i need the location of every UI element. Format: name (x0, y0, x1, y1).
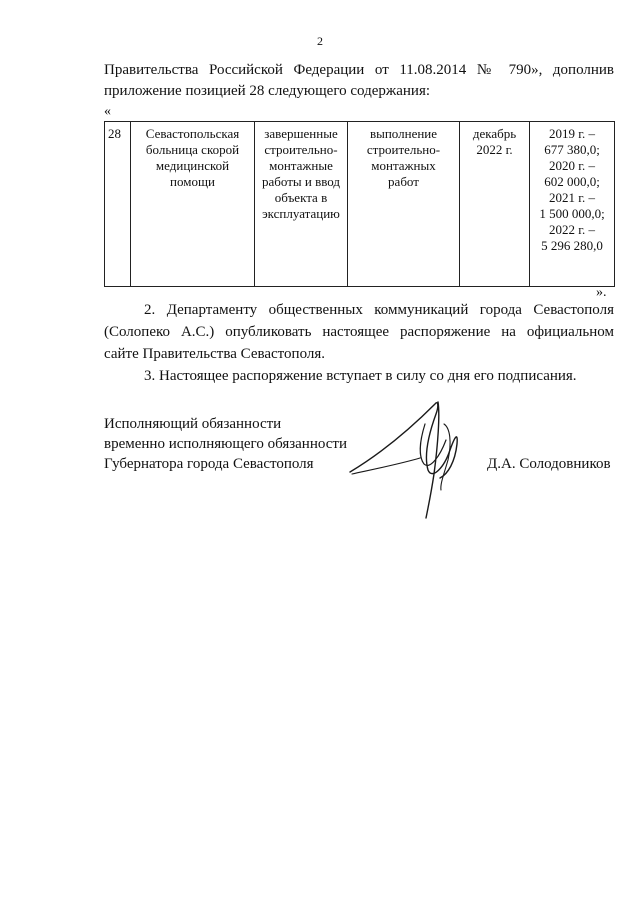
signatory-title-line-3: Губернатора города Севастополя (104, 456, 314, 472)
cell-line: 602 000,0; (544, 174, 600, 189)
cell-line: монтажные (269, 158, 333, 173)
cell-line: 2019 г. – (548, 126, 596, 141)
cell-line: строительно- (366, 142, 441, 157)
cell-line: работ (388, 174, 419, 189)
cell-line: 1 500 000,0; (539, 206, 605, 221)
paragraph-2-line-2: (Солопеко А.С.) опубликовать настоящее распоряжение на официальном (104, 324, 614, 340)
cell-line: строительно- (264, 142, 338, 157)
closing-quote: ». (596, 285, 607, 300)
page-number: 2 (317, 34, 323, 48)
cell-line: 2022 г. (476, 142, 513, 157)
cell-line: эксплуатацию (262, 206, 340, 221)
cell-line: 5 296 280,0 (541, 238, 603, 253)
cell-line: 677 380,0; (544, 142, 600, 157)
cell-line: больница скорой (145, 142, 240, 157)
cell-line: помощи (170, 174, 215, 189)
opening-quote: « (104, 104, 111, 119)
cell-line: завершенные (264, 126, 338, 141)
cell-line: объекта в (274, 190, 328, 205)
funding-cell (530, 122, 615, 287)
signatory-title-line-1: Исполняющий обязанности (104, 416, 282, 432)
event-cell (348, 122, 460, 287)
cell-line: декабрь (472, 126, 517, 141)
paragraph-3: 3. Настоящее распоряжение вступает в силу со дня его подписания. (144, 368, 577, 384)
paragraph-2-line-3: сайте Правительства Севастополя. (104, 346, 326, 362)
table-row (105, 122, 615, 287)
cell-line: 2020 г. – (548, 158, 596, 173)
result-cell (255, 122, 348, 287)
deadline-cell (460, 122, 530, 287)
paragraph-2-line-1: 2. Департаменту общественных коммуникаций города Севастополя (144, 302, 614, 318)
cell-line: 2022 г. – (548, 222, 596, 237)
cell-line: выполнение (369, 126, 438, 141)
intro-line-2: приложение позицией 28 следующего содержания: (104, 83, 431, 99)
cell-line: 2021 г. – (548, 190, 596, 205)
handwritten-signature (340, 384, 480, 524)
signatory-title-line-2: временно исполняющего обязанности (104, 436, 347, 452)
signer-name: Д.А. Солодовников (487, 456, 611, 472)
cell-line: монтажных (371, 158, 436, 173)
cell-line: медицинской (155, 158, 230, 173)
object-name-cell (131, 122, 255, 287)
program-position-table (104, 121, 615, 287)
position-number-cell: 28 (105, 122, 131, 287)
cell-line: работы и ввод (261, 174, 340, 189)
intro-line-1: Правительства Российской Федерации от 11.08.2014 № 790», дополнив (104, 62, 614, 78)
cell-line: Севастопольская (145, 126, 240, 141)
